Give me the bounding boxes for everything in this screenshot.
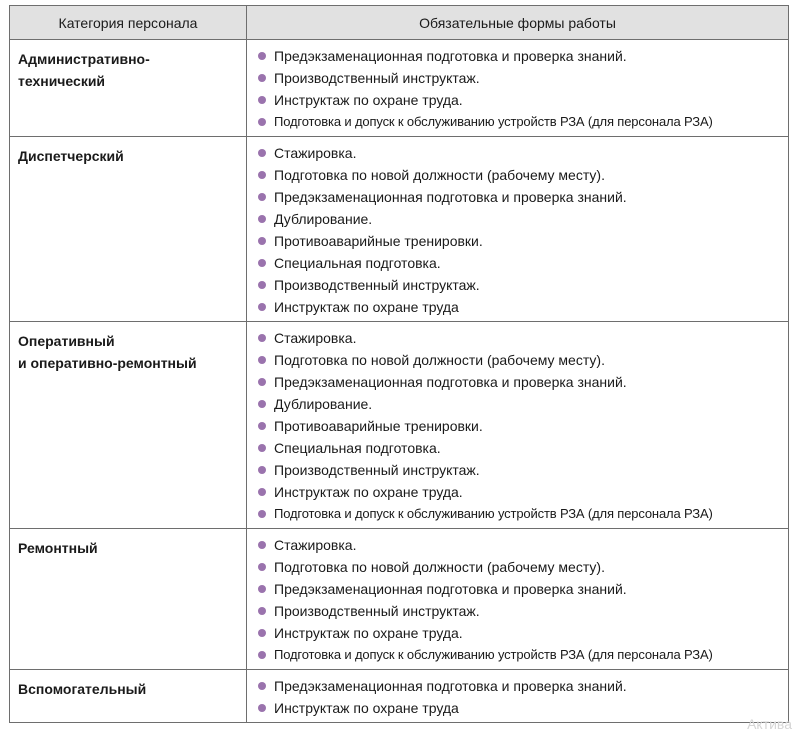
list-item: Подготовка и допуск к обслуживанию устройств РЗА (для персонала РЗА) <box>257 644 784 666</box>
category-cell <box>10 322 247 529</box>
forms-cell <box>247 137 789 322</box>
category-cell <box>10 40 247 137</box>
list-item: Производственный инструктаж. <box>257 67 784 89</box>
list-item: Инструктаж по охране труда. <box>257 622 784 644</box>
list-item: Стажировка. <box>257 534 784 556</box>
forms-cell <box>247 322 789 529</box>
list-item: Предэкзаменационная подготовка и проверка знаний. <box>257 578 784 600</box>
header-category: Категория персонала <box>10 6 247 40</box>
category-label: Диспетчерский <box>18 148 124 164</box>
list-item: Подготовка и допуск к обслуживанию устройств РЗА (для персонала РЗА) <box>257 111 784 133</box>
header-forms: Обязательные формы работы <box>247 6 789 40</box>
list-item: Производственный инструктаж. <box>257 274 784 296</box>
list-item: Противоаварийные тренировки. <box>257 230 784 252</box>
category-label: и оперативно-ремонтный <box>18 355 197 371</box>
table-body <box>10 40 789 723</box>
table-row <box>10 40 789 137</box>
list-item: Стажировка. <box>257 327 784 349</box>
list-item: Стажировка. <box>257 142 784 164</box>
forms-list <box>247 670 788 722</box>
list-item: Подготовка и допуск к обслуживанию устройств РЗА (для персонала РЗА) <box>257 503 784 525</box>
list-item: Дублирование. <box>257 393 784 415</box>
table-row <box>10 137 789 322</box>
category-label: Ремонтный <box>18 540 98 556</box>
forms-list <box>247 137 788 321</box>
table-row <box>10 670 789 723</box>
category-label: Вспомогательный <box>18 681 147 697</box>
list-item: Предэкзаменационная подготовка и проверка знаний. <box>257 675 784 697</box>
list-item: Предэкзаменационная подготовка и проверка знаний. <box>257 186 784 208</box>
forms-list <box>247 529 788 669</box>
staff-forms-table <box>9 5 789 723</box>
list-item: Подготовка по новой должности (рабочему месту). <box>257 349 784 371</box>
table-row <box>10 529 789 670</box>
category-cell <box>10 137 247 322</box>
category-cell <box>10 529 247 670</box>
forms-cell <box>247 529 789 670</box>
list-item: Противоаварийные тренировки. <box>257 415 784 437</box>
list-item: Инструктаж по охране труда <box>257 296 784 318</box>
category-label: Оперативный <box>18 333 115 349</box>
forms-cell <box>247 40 789 137</box>
list-item: Специальная подготовка. <box>257 437 784 459</box>
forms-list <box>247 40 788 136</box>
list-item: Подготовка по новой должности (рабочему месту). <box>257 556 784 578</box>
table-header-row <box>10 6 789 40</box>
list-item: Производственный инструктаж. <box>257 459 784 481</box>
list-item: Предэкзаменационная подготовка и проверка знаний. <box>257 45 784 67</box>
forms-cell <box>247 670 789 723</box>
list-item: Инструктаж по охране труда <box>257 697 784 719</box>
forms-list <box>247 322 788 528</box>
list-item: Специальная подготовка. <box>257 252 784 274</box>
list-item: Инструктаж по охране труда. <box>257 89 784 111</box>
watermark-text: Актива <box>747 716 792 732</box>
list-item: Дублирование. <box>257 208 784 230</box>
list-item: Подготовка по новой должности (рабочему месту). <box>257 164 784 186</box>
list-item: Производственный инструктаж. <box>257 600 784 622</box>
category-label: технический <box>18 73 106 89</box>
category-cell <box>10 670 247 723</box>
list-item: Предэкзаменационная подготовка и проверка знаний. <box>257 371 784 393</box>
table-row <box>10 322 789 529</box>
list-item: Инструктаж по охране труда. <box>257 481 784 503</box>
category-label: Административно- <box>18 51 150 67</box>
